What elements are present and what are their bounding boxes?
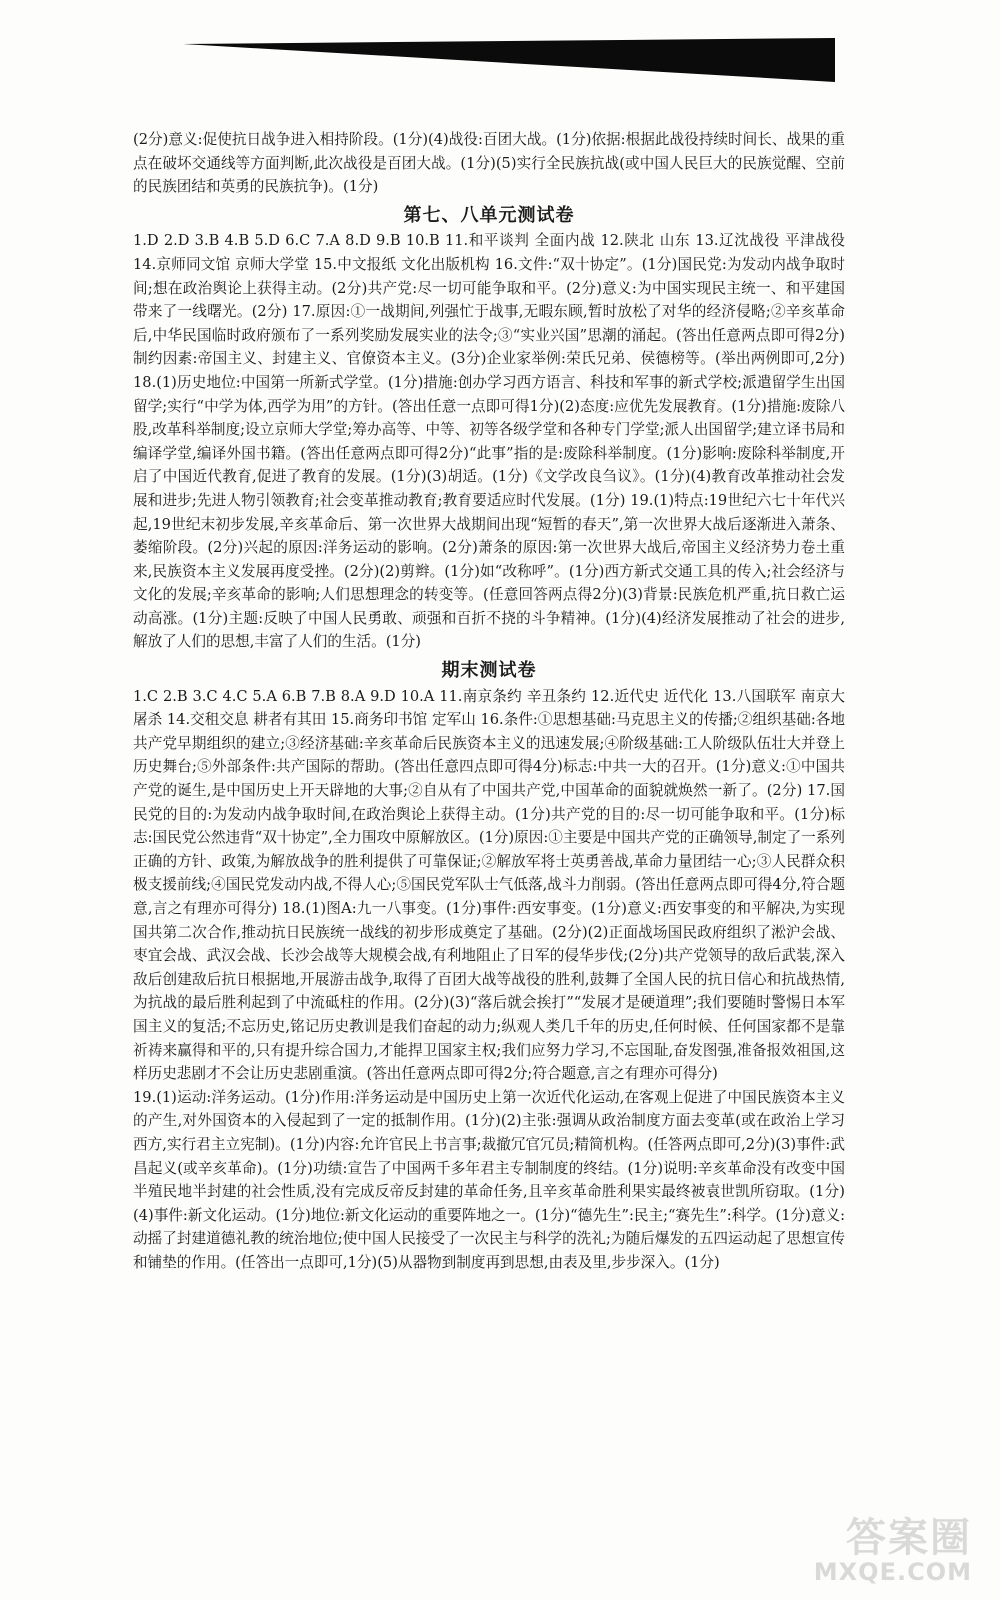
section-title-final-exam: 期末测试卷	[441, 660, 537, 682]
top-black-banner	[0, 0, 1000, 90]
watermark-logo-text: 答案圈	[846, 1515, 972, 1561]
section-1-paragraph: 1.D 2.D 3.B 4.B 5.D 6.C 7.A 8.D 9.B 10.B 11.和平谈判 全面内战 12.陕北 山东 13.辽沈战役 平津战役 14.京师同文馆 京师大学堂 15.中文报纸 文化出版机构 16.文件:“双十协定”。(1分)国民党:为发动内战争取时间;想在政治舆论上获得主动。(2分)共产党:尽一切可能争取和平。(2分)意义:为中国实现民主统一、和平建国带来了一线曙光。(2分) 17.原因:①一战期间,列强忙于战事,无暇东顾,暂时放松了对华的经济侵略;②辛亥革命后,中华民国临时政府颁布了一系列奖励发展实业的法令;③“实业兴国”思潮的涌起。(答出任意两点即可得2分)制约因素:帝国主义、封建主义、官僚资本主义。(3分)企业家举例:荣氏兄弟、侯德榜等。(举出两例即可,2分) 18.(1)历史地位:中国第一所新式学堂。(1分)措施:创办学习西方语言、科技和军事的新式学校;派遣留学生出国留学;实行“中学为体,西学为用”的方针。(答出任意一点即可得1分)(2)态度:应优先发展教育。(1分)措施:废除八股,改革科举制度;设立京师大学堂;筹办高等、中等、初等各级学堂和各种专门学堂;派人出国留学;建立译书局和编译学堂,编译外国书籍。(答出任意两点即可得2分)“此事”指的是:废除科举制度。(1分)影响:废除科举制度,开启了中国近代教育,促进了教育的发展。(1分)(3)胡适。(1分)《文学改良刍议》。(1分)(4)教育改革推动社会发展和进步;先进人物引领教育;社会变革推动教育;教育要适应时代发展。(1分) 19.(1)特点:19世纪六七十年代兴起,19世纪末初步发展,辛亥革命后、第一次世界大战期间出现“短暂的春天”,第一次世界大战后逐渐进入萧条、萎缩阶段。(2分)兴起的原因:洋务运动的影响。(2分)萧条的原因:第一次世界大战后,帝国主义经济势力卷土重来,民族资本主义发展再度受挫。(2分)(2)剪辫。(1分)如“改称呼”。(1分)西方新式交通工具的传入;社会经济与文化的发展;辛亥革命的影响;人们思想理念的转变等。(任意回答两点得2分)(3)背景:民族危机严重,抗日救亡运动高涨。(1分)主题:反映了中国人民勇敢、顽强和百折不挠的斗争精神。(1分)(4)经济发展推动了社会的进步,解放了人们的思想,丰富了人们的生活。(1分)	[133, 232, 846, 651]
section-title-unit-7-8: 第七、八单元测试卷	[403, 204, 575, 226]
answer-page	[133, 128, 845, 1275]
watermark-url: MXQE.COM	[813, 1558, 972, 1586]
section-2-paragraph-2: 19.(1)运动:洋务运动。(1分)作用:洋务运动是中国历史上第一次近代化运动,在客观上促进了中国民族资本主义的产生,对外国资本的入侵起到了一定的抵制作用。(1分)(2)主张:强调从政治制度方面去变革(或在政治上学习西方,实行君主立宪制)。(1分)内容:允许官民上书言事;裁撤冗官冗员;精简机构。(任答两点即可,2分)(3)事件:武昌起义(或辛亥革命)。(1分)功绩:宣告了中国两千多年君主专制制度的终结。(1分)说明:辛亥革命没有改变中国半殖民地半封建的社会性质,没有完成反帝反封建的革命任务,且辛亥革命胜利果实最终被袁世凯所窃取。(1分)(4)事件:新文化运动。(1分)地位:新文化运动的重要阵地之一。(1分)“德先生”:民主;“赛先生”:科学。(1分)意义:动摇了封建道德礼教的统治地位;使中国人民接受了一次民主与科学的洗礼;为随后爆发的五四运动起了思想宣传和铺垫的作用。(任答出一点即可,1分)(5)从器物到制度再到思想,由表及里,步步深入。(1分)	[133, 1088, 845, 1271]
section-2-paragraph-1: 1.C 2.B 3.C 4.C 5.A 6.B 7.B 8.A 9.D 10.A 11.南京条约 辛丑条约 12.近代史 近代化 13.八国联军 南京大屠杀 14.交租交息 耕者有其田 15.商务印书馆 定军山 16.条件:①思想基础:马克思主义的传播;②组织基础:各地共产党早期组织的建立;③经济基础:辛亥革命后民族资本主义的迅速发展;④阶级基础:工人阶级队伍壮大并登上历史舞台;⑤外部条件:共产国际的帮助。(答出任意四点即可得4分)标志:中共一大的召开。(1分)意义:①中国共产党的诞生,是中国历史上开天辟地的大事;②自从有了中国共产党,中国革命的面貌就焕然一新了。(2分) 17.国民党的目的:为发动内战争取时间,在政治舆论上获得主动。(1分)共产党的目的:尽一切可能争取和平。(1分)标志:国民党公然违背“双十协定”,全力围攻中原解放区。(1分)原因:①主要是中国共产党的正确领导,制定了一系列正确的方针、政策,为解放战争的胜利提供了可靠保证;②解放军将士英勇善战,革命力量团结一心;③人民群众积极支援前线;④国民党发动内战,不得人心;⑤国民党军队士气低落,战斗力削弱。(答出任意两点即可得4分,符合题意,言之有理亦可得分) 18.(1)图A:九一八事变。(1分)事件:西安事变。(1分)意义:西安事变的和平解决,为实现国共第二次合作,推动抗日民族统一战线的初步形成奠定了基础。(2分)(2)正面战场国民政府组织了淞沪会战、枣宜会战、武汉会战、长沙会战等大规模会战,有利地阻止了日军的侵华步伐;(2分)共产党领导的敌后武装,深入敌后创建敌后抗日根据地,开展游击战争,取得了百团大战等战役的胜利,鼓舞了全国人民的抗日信心和抗战热情,为抗战的最后胜利起到了中流砥柱的作用。(2分)(3)“落后就会挨打”“发展才是硬道理”;我们要随时警惕日本军国主义的复活;不忘历史,铭记历史教训是我们奋起的动力;纵观人类几千年的历史,任何时候、任何国家都不是靠祈祷来赢得和平的,只有提升综合国力,才能捍卫国家主权;我们应努力学习,不忘国耻,奋发图强,准备报效祖国,这样历史悲剧才不会让历史悲剧重演。(答出任意两点即可得2分;符合题意,言之有理亦可得分)	[133, 687, 845, 1083]
watermark	[768, 1506, 978, 1586]
intro-paragraph: (2分)意义:促使抗日战争进入相持阶段。(1分)(4)战役:百团大战。(1分)依据:根据此战役持续时间长、战果的重点在破坏交通线等方面判断,此次战役是百团大战。(1分)(5)实行全民族抗战(或中国人民巨大的民族觉醒、空前的民族团结和英勇的民族抗争)。(1分)	[133, 131, 845, 196]
